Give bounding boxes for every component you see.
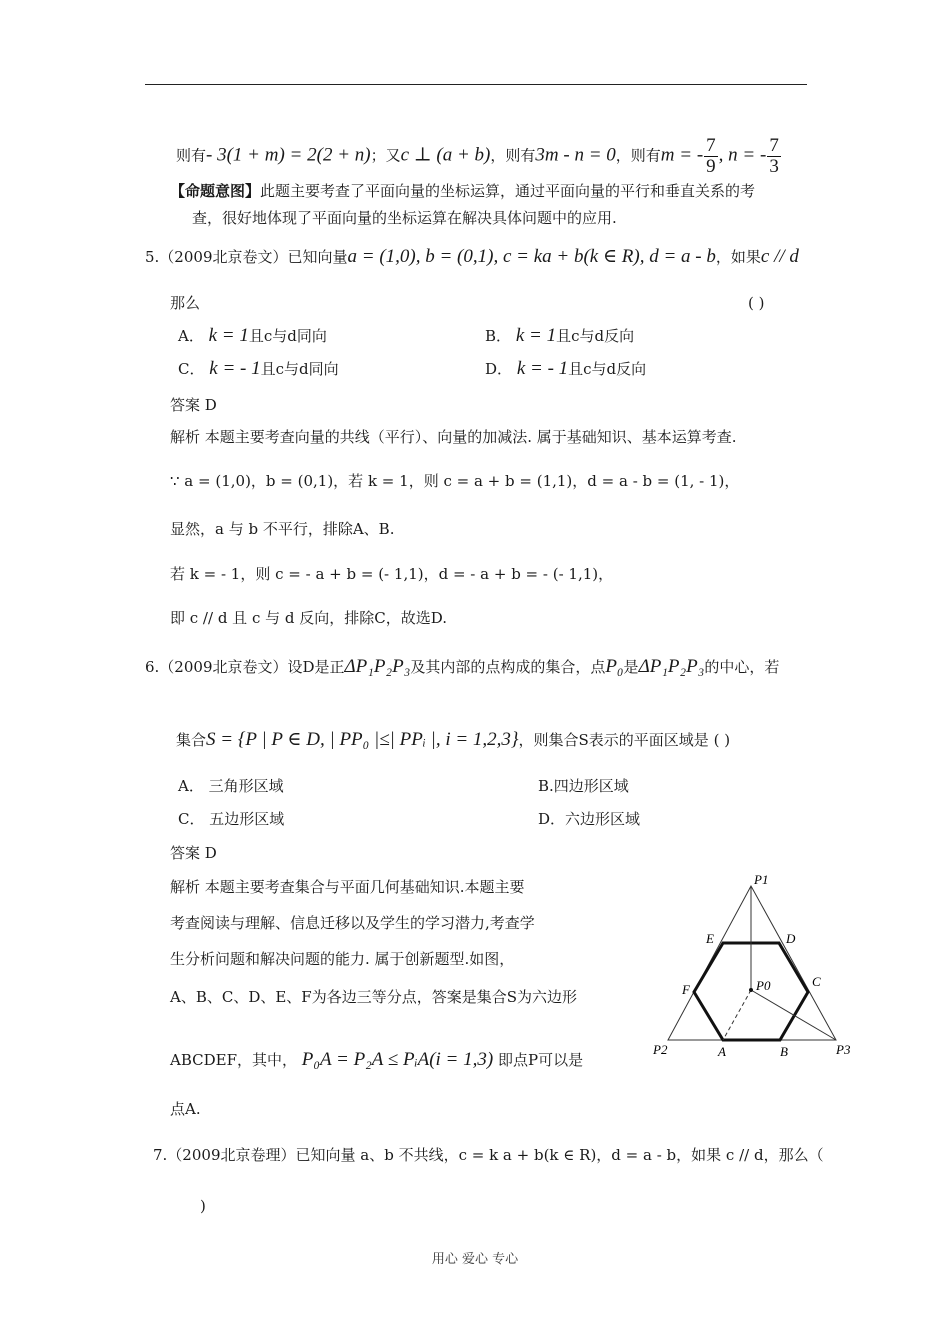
- label-p3: P3: [836, 1042, 851, 1057]
- q6-answer: 答案 D: [170, 844, 217, 862]
- q5-answer-paren: ( ): [748, 294, 765, 312]
- intent-line-2: 查，很好地体现了平面向量的坐标运算在解决具体问题中的应用.: [192, 209, 617, 227]
- segment-p0-p3: [751, 990, 836, 1040]
- q5-analysis: 解析 本题主要考查向量的共线（平行）、向量的加减法. 属于基础知识、基本运算考查.: [170, 428, 737, 446]
- q7-stem-line-1: 7.（2009北京卷理）已知向量 a、b 不共线，c = k a + b(k ∈ R)，d = a - b，如果 c // d，那么（: [153, 1146, 824, 1164]
- label-p0: P0: [756, 978, 771, 993]
- hexagon-triangle-figure: [648, 868, 858, 1058]
- q6-analysis-3: 生分析问题和解决问题的能力. 属于创新题型.如图，: [170, 950, 515, 968]
- q6-option-d: D．六边形区域: [538, 810, 641, 828]
- q5-calc-3: 若 k = - 1，则 c = - a + b = (- 1,1)，d = - a + b = - (- 1,1)，: [170, 565, 614, 583]
- label-d: D: [786, 931, 796, 946]
- q6-analysis-1: 解析 本题主要考查集合与平面几何基础知识.本题主要: [170, 878, 525, 896]
- q5-stem-line-1: 5.（2009北京卷文）已知向量a = (1,0), b = (0,1), c = ka + b(k ∈ R), d = a - b，如果c // d: [145, 246, 799, 267]
- label-a: A: [718, 1044, 726, 1058]
- q5-calc-2: 显然，a 与 b 不平行，排除A、B.: [170, 520, 395, 538]
- q4-condition-line: 则有- 3(1 + m) = 2(2 + n)；又c ⊥ (a + b)，则有3m - n = 0，则有m = - $\frac{7}{9}$ , n = - $\frac{7}{3}$: [176, 135, 779, 177]
- q6-option-a: A． 三角形区域: [178, 777, 284, 795]
- q6-analysis-4: A、B、C、D、E、F为各边三等分点，答案是集合S为六边形: [170, 988, 577, 1006]
- q5-answer: 答案 D: [170, 396, 217, 414]
- q5-calc-4: 即 c // d 且 c 与 d 反向，排除C，故选D.: [170, 609, 447, 627]
- q6-stem-line-2: 集合S = {P | P ∈ D, | PP₀ |≤| PPᵢ |, i = 1,2,3}，则集合S表示的平面区域是 ( ): [176, 729, 731, 750]
- segment-p0-a: [723, 990, 751, 1040]
- q5-option-b: B． k = 1且c与d反向: [485, 325, 635, 346]
- q6-option-c: C． 五边形区域: [178, 810, 285, 828]
- label-f: F: [682, 982, 690, 997]
- label-p2: P2: [653, 1042, 668, 1057]
- q6-analysis-2: 考查阅读与理解、信息迁移以及学生的学习潜力,考查学: [170, 914, 535, 932]
- fraction-7-3: $\frac{7}{3}$: [769, 135, 779, 177]
- q7-stem-line-2: ): [200, 1197, 206, 1215]
- point-p0: [749, 988, 753, 992]
- q6-stem-line-1: 6.（2009北京卷文）设D是正ΔP₁P₂P₃及其内部的点构成的集合，点P₀是ΔP₁P₂P₃的中心，若: [145, 656, 780, 677]
- q5-calc-1: ∵ a = (1,0)，b = (0,1)，若 k = 1，则 c = a + b = (1,1)，d = a - b = (1, - 1)，: [170, 472, 740, 490]
- q6-analysis-6: 点A.: [170, 1100, 201, 1118]
- header-rule: [145, 84, 807, 85]
- label-p1: P1: [754, 872, 769, 887]
- intent-line-1: 【命题意图】此题主要考查了平面向量的坐标运算，通过平面向量的平行和垂直关系的考: [170, 182, 756, 200]
- triangle-p1p2p3: [668, 886, 836, 1040]
- q5-option-a: A． k = 1且c与d同向: [178, 325, 327, 346]
- label-c: C: [812, 974, 821, 989]
- label-e: E: [706, 931, 714, 946]
- q5-stem-line-2: 那么: [170, 294, 201, 312]
- fraction-7-9: $\frac{7}{9}$: [706, 135, 716, 177]
- label-b: B: [780, 1044, 788, 1058]
- q6-analysis-5: ABCDEF，其中， P₀A = P₂A ≤ PᵢA(i = 1,3) 即点P可以是: [170, 1049, 584, 1070]
- q5-option-d: D． k = - 1且c与d反向: [485, 358, 647, 379]
- q6-option-b: B.四边形区域: [538, 777, 629, 795]
- q5-option-c: C． k = - 1且c与d同向: [178, 358, 339, 379]
- page-footer: 用心 爱心 专心: [431, 1252, 519, 1267]
